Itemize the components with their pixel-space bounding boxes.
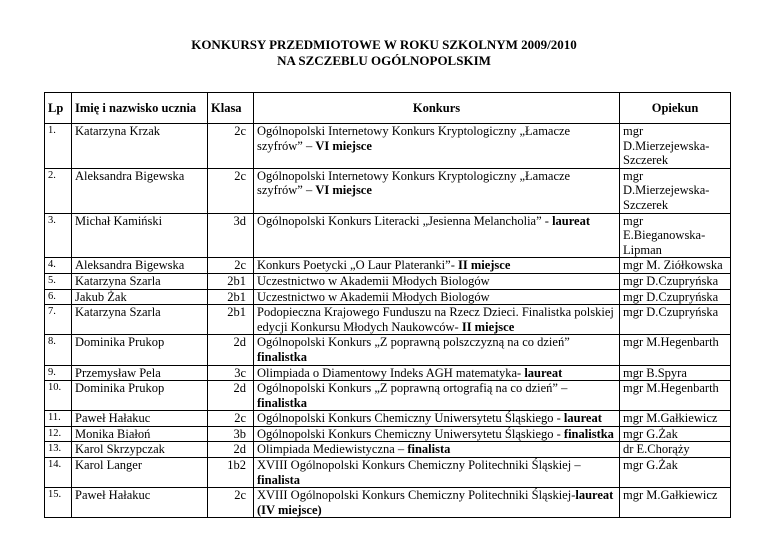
row-opiekun: mgr D.Mierzejewska-Szczerek	[620, 124, 731, 169]
table-row	[45, 442, 731, 458]
row-klasa: 2d	[208, 442, 254, 458]
row-opiekun: mgr D.Mierzejewska-Szczerek	[620, 168, 731, 213]
konkurs-text: Ogólnopolski Internetowy Konkurs Kryptologiczny „Łamacze szyfrów” –	[257, 168, 571, 198]
row-opiekun: mgr M.Hegenbarth	[620, 335, 731, 365]
row-opiekun: mgr D.Czupryńska	[620, 305, 731, 335]
konkurs-result: finalista	[407, 442, 451, 457]
row-klasa: 2c	[208, 124, 254, 169]
row-name: Aleksandra Bigewska	[72, 258, 208, 274]
row-konkurs	[254, 488, 620, 518]
row-konkurs	[254, 458, 620, 488]
row-konkurs	[254, 305, 620, 335]
row-lp: 5.	[45, 273, 72, 289]
row-name: Monika Białoń	[72, 426, 208, 442]
row-konkurs	[254, 411, 620, 427]
page-subtitle: NA SZCZEBLU OGÓLNOPOLSKIM	[277, 53, 491, 68]
row-klasa: 2c	[208, 168, 254, 213]
row-konkurs	[254, 426, 620, 442]
konkurs-result: finalistka	[257, 349, 308, 364]
konkurs-result: finalistka	[563, 426, 614, 441]
competitions-table	[44, 92, 731, 518]
konkurs-result: laureat	[563, 411, 602, 426]
row-name: Aleksandra Bigewska	[72, 168, 208, 213]
header-opiekun: Opiekun	[620, 93, 731, 124]
table-row	[45, 168, 731, 213]
konkurs-text: Podopieczna Krajowego Funduszu na Rzecz Dzieci. Finalistka polskiej edycji Konkursu Młodych Naukowców-	[257, 305, 614, 334]
konkurs-text: Olimpiada Mediewistyczna –	[257, 442, 408, 457]
row-opiekun: dr E.Chorąży	[620, 442, 731, 458]
table-row	[45, 381, 731, 411]
row-klasa: 3c	[208, 365, 254, 381]
row-konkurs	[254, 442, 620, 458]
row-lp: 15.	[45, 488, 72, 518]
row-name: Dominika Prukop	[72, 381, 208, 411]
konkurs-text: Olimpiada o Diamentowy Indeks AGH matematyka-	[257, 365, 525, 380]
row-klasa: 2c	[208, 411, 254, 427]
row-lp: 10.	[45, 381, 72, 411]
konkurs-text: XVIII Ogólnopolski Konkurs Chemiczny Politechniki Śląskiej-	[257, 488, 576, 503]
row-lp: 13.	[45, 442, 72, 458]
table-row	[45, 488, 731, 518]
row-klasa: 1b2	[208, 458, 254, 488]
row-opiekun: mgr G.Żak	[620, 458, 731, 488]
konkurs-text: Ogólnopolski Konkurs Chemiczny Uniwersytetu Śląskiego -	[257, 426, 564, 441]
row-name: Katarzyna Szarla	[72, 273, 208, 289]
row-opiekun: mgr G.Żak	[620, 426, 731, 442]
table-row	[45, 305, 731, 335]
row-konkurs	[254, 273, 620, 289]
row-klasa: 2d	[208, 335, 254, 365]
konkurs-result: finalista	[257, 472, 301, 487]
konkurs-result: II miejsce	[457, 258, 511, 273]
header-klasa: Klasa	[208, 93, 254, 124]
row-lp: 2.	[45, 168, 72, 213]
row-klasa: 2c	[208, 488, 254, 518]
table-row	[45, 458, 731, 488]
header-lp: Lp	[45, 93, 72, 124]
row-opiekun: mgr E.Bieganowska-Lipman	[620, 213, 731, 258]
konkurs-result: VI miejsce	[315, 138, 372, 153]
table-row	[45, 213, 731, 258]
konkurs-text: Ogólnopolski Internetowy Konkurs Kryptologiczny „Łamacze szyfrów” –	[257, 124, 571, 153]
table-row	[45, 426, 731, 442]
row-lp: 8.	[45, 335, 72, 365]
row-lp: 4.	[45, 258, 72, 274]
row-opiekun: mgr B.Spyra	[620, 365, 731, 381]
row-lp: 3.	[45, 213, 72, 258]
konkurs-result: laureat (IV miejsce)	[257, 488, 614, 517]
row-name: Karol Skrzypczak	[72, 442, 208, 458]
table-row	[45, 258, 731, 274]
row-opiekun: mgr M.Gałkiewicz	[620, 411, 731, 427]
table-row	[45, 365, 731, 381]
header-konkurs: Konkurs	[254, 93, 620, 124]
row-name: Katarzyna Krzak	[72, 124, 208, 169]
row-konkurs	[254, 124, 620, 169]
row-name: Jakub Żak	[72, 289, 208, 305]
row-lp: 14.	[45, 458, 72, 488]
konkurs-text: Uczestnictwo w Akademii Młodych Biologów	[257, 273, 490, 288]
row-klasa: 2b1	[208, 289, 254, 305]
row-opiekun: mgr M. Ziółkowska	[620, 258, 731, 274]
konkurs-text: Ogólnopolski Konkurs Chemiczny Uniwersytetu Śląskiego -	[257, 411, 564, 426]
row-klasa: 2b1	[208, 273, 254, 289]
row-name: Katarzyna Szarla	[72, 305, 208, 335]
konkurs-text: Ogólnopolski Konkurs „Z poprawną polszczyzną na co dzień”	[257, 335, 570, 350]
row-lp: 7.	[45, 305, 72, 335]
konkurs-result: laureat	[524, 365, 563, 380]
row-name: Paweł Hałakuc	[72, 488, 208, 518]
konkurs-text: Ogólnopolski Konkurs „Z poprawną ortografią na co dzień” –	[257, 381, 568, 396]
row-lp: 12.	[45, 426, 72, 442]
row-lp: 6.	[45, 289, 72, 305]
row-konkurs	[254, 335, 620, 365]
table-row	[45, 411, 731, 427]
table-row	[45, 124, 731, 169]
row-name: Dominika Prukop	[72, 335, 208, 365]
header-name: Imię i nazwisko ucznia	[72, 93, 208, 124]
row-opiekun: mgr D.Czupryńska	[620, 289, 731, 305]
row-klasa: 2b1	[208, 305, 254, 335]
row-konkurs	[254, 289, 620, 305]
row-klasa: 2d	[208, 381, 254, 411]
table-row	[45, 335, 731, 365]
row-name: Przemysław Pela	[72, 365, 208, 381]
konkurs-text: XVIII Ogólnopolski Konkurs Chemiczny Politechniki Śląskiej –	[257, 458, 581, 473]
row-konkurs	[254, 258, 620, 274]
row-konkurs	[254, 168, 620, 213]
row-lp: 11.	[45, 411, 72, 427]
row-lp: 1.	[45, 124, 72, 169]
row-klasa: 2c	[208, 258, 254, 274]
row-konkurs	[254, 365, 620, 381]
table-row	[45, 289, 731, 305]
row-klasa: 3b	[208, 426, 254, 442]
konkurs-result: finalistka	[257, 395, 308, 410]
konkurs-text: Uczestnictwo w Akademii Młodych Biologów	[257, 289, 490, 304]
row-name: Michał Kamiński	[72, 213, 208, 258]
konkurs-text: Konkurs Poetycki „O Laur Plateranki”-	[257, 258, 458, 273]
table-row	[45, 273, 731, 289]
row-klasa: 3d	[208, 213, 254, 258]
row-name: Paweł Hałakuc	[72, 411, 208, 427]
row-opiekun: mgr M.Gałkiewicz	[620, 488, 731, 518]
konkurs-result: laureat	[552, 213, 591, 228]
konkurs-result: II miejsce	[461, 319, 515, 334]
row-opiekun: mgr M.Hegenbarth	[620, 381, 731, 411]
row-konkurs	[254, 381, 620, 411]
row-opiekun: mgr D.Czupryńska	[620, 273, 731, 289]
konkurs-result: VI miejsce	[315, 183, 372, 198]
row-lp: 9.	[45, 365, 72, 381]
row-name: Karol Langer	[72, 458, 208, 488]
konkurs-text: Ogólnopolski Konkurs Literacki „Jesienna Melancholia” -	[257, 213, 553, 228]
table-header-row	[45, 93, 731, 124]
row-konkurs	[254, 213, 620, 258]
page-title: KONKURSY PRZEDMIOTOWE W ROKU SZKOLNYM 2009/2010	[191, 37, 577, 52]
